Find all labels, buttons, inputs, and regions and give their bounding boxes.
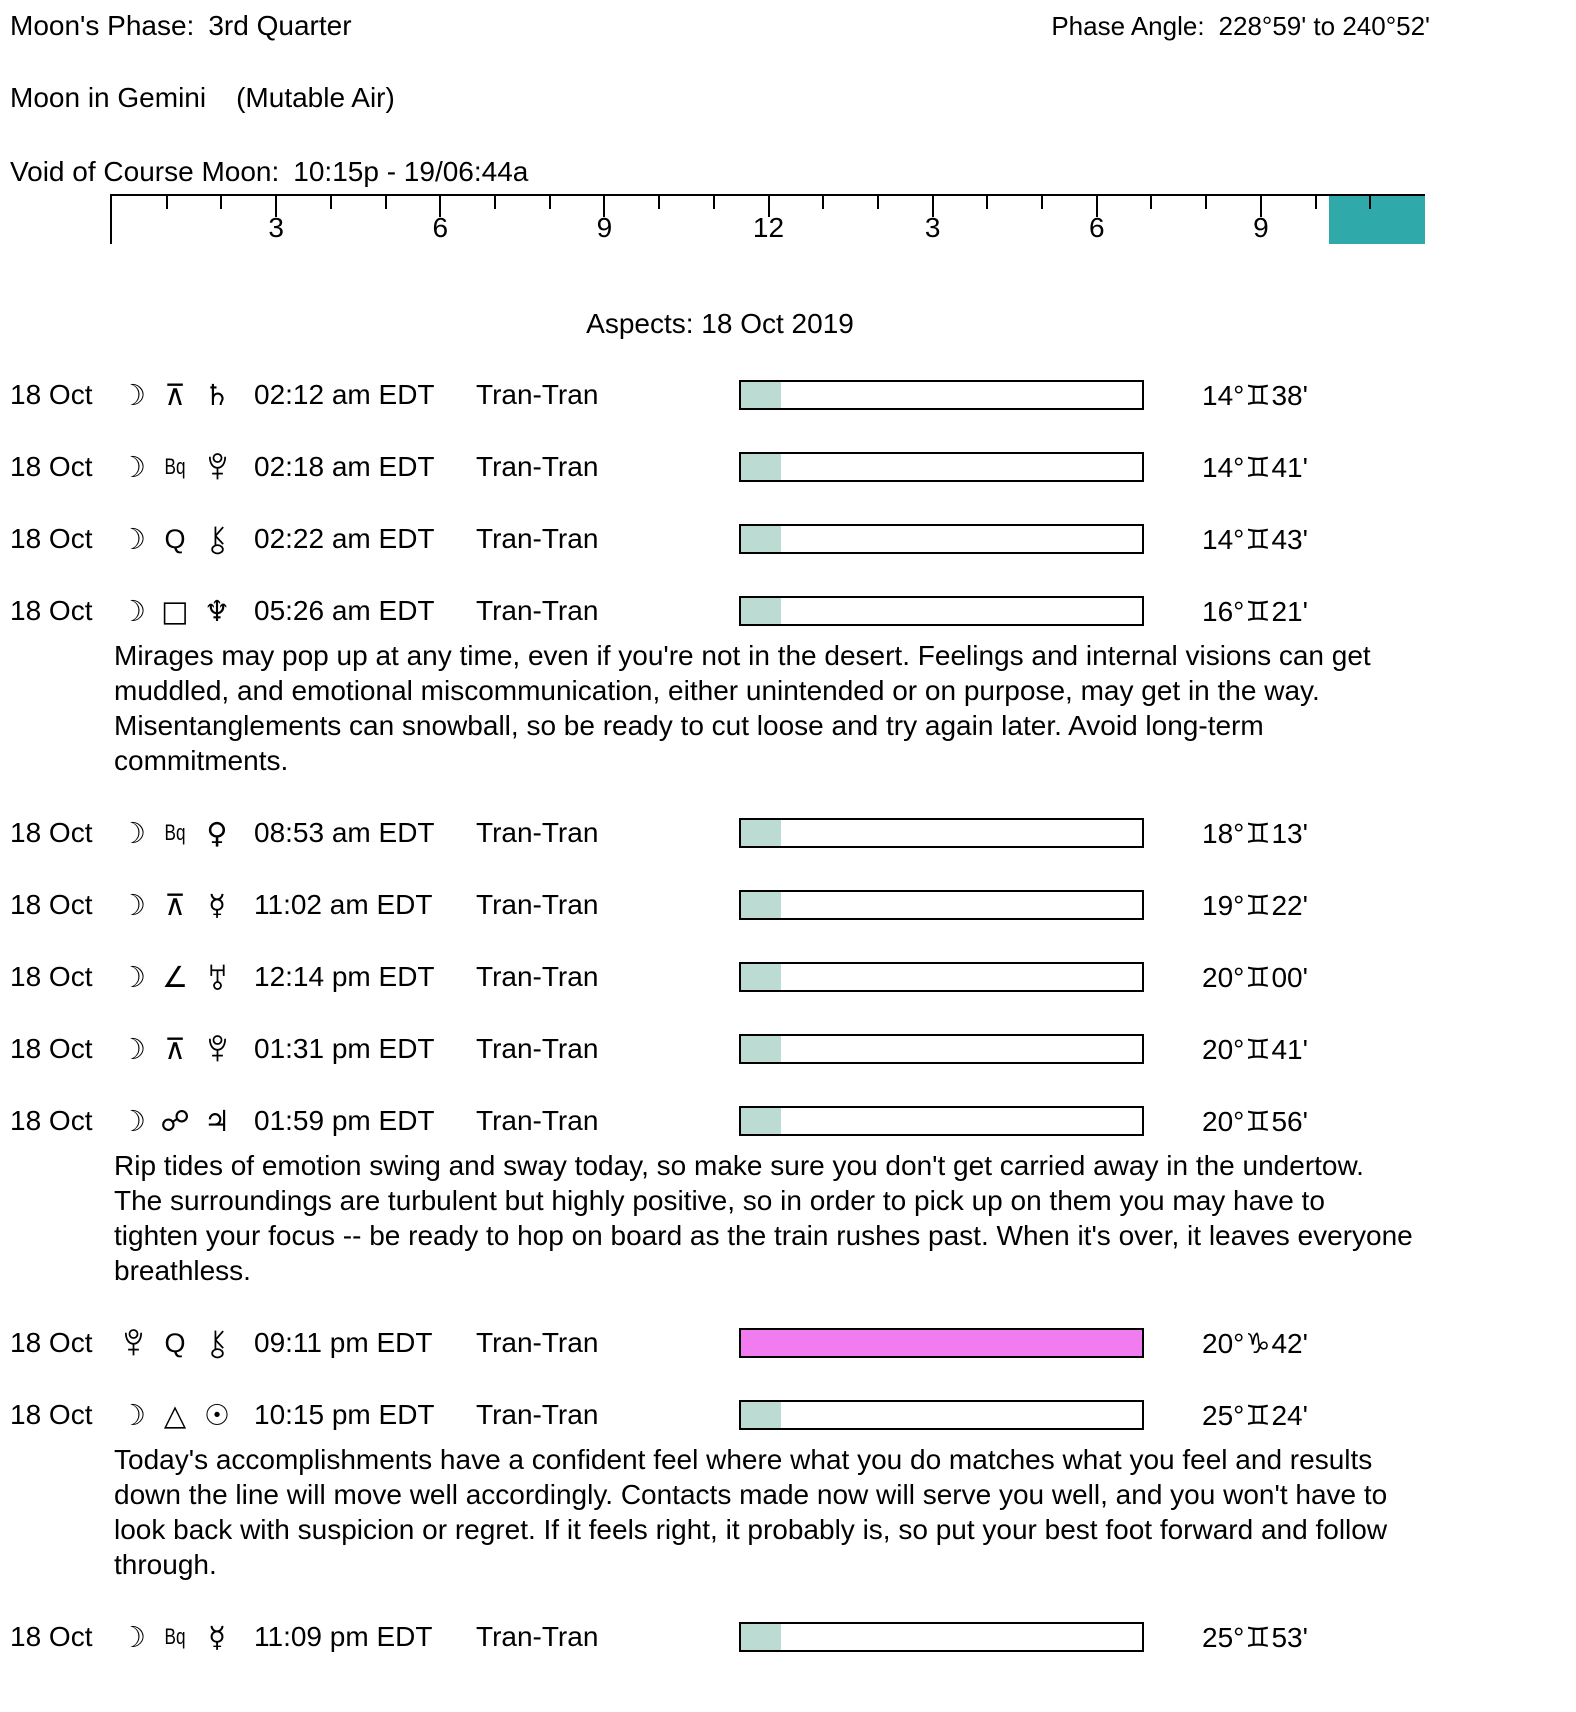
aspect-date: 18 Oct [10,1105,93,1136]
minute-value: 41' [1271,1033,1308,1065]
ruler-tick [1041,196,1043,209]
degree-value: 14° [1202,451,1245,483]
ruler-tick [713,196,715,209]
aspect-note: Today's accomplishments have a confident feel where what you do matches what you feel and results down the line will move well accordingly. Contacts made now will serve you well, and you won't have to look back with suspicion or regret. If it feels right, it probably is, so put your best foot forward and follow through. [114,1444,1388,1580]
aspect-time: 05:26 am EDT [254,595,435,626]
aspect-type: Tran-Tran [476,961,599,992]
orb-bar-fill [741,382,781,408]
mercury-icon: ☿ [208,888,226,922]
moon-icon: ☽ [120,522,146,556]
aspect-time: 09:11 pm EDT [254,1327,433,1358]
degree-value: 18° [1202,817,1245,849]
minute-value: 53' [1271,1621,1308,1653]
aspect-symbols [112,1104,254,1138]
ruler-hour-label: 9 [1253,212,1269,243]
orb-bar-fill [741,526,781,552]
aspect-row [10,378,1430,412]
ruler-tick [549,196,551,209]
pluto-icon [196,450,238,484]
aspect-row [10,1620,1430,1654]
orb-bar-fill [741,454,781,480]
degree-value: 14° [1202,523,1245,555]
aspect-symbols [112,1326,254,1360]
sun-icon: ☉ [204,1398,230,1432]
ruler-tick [166,196,168,209]
ruler-tick [877,196,879,209]
aspect-symbols [112,888,254,922]
aspect-symbols [112,816,254,850]
moon-sign: Moon in Gemini [10,82,207,113]
degree-value: 16° [1202,595,1245,627]
aspect-row [10,450,1430,484]
aspect-row [10,594,1430,628]
degree-value: 20° [1202,961,1245,993]
aspect-date: 18 Oct [10,595,93,626]
gemini-icon: ♊ [1245,1104,1271,1138]
minute-value: 43' [1271,523,1308,555]
moon-sign-line [10,82,1430,114]
moon-phase [10,10,352,42]
aspect-date: 18 Oct [10,1327,93,1358]
aspect-row [10,960,1430,994]
ruler-tick [1369,196,1371,209]
aspect-date: 18 Oct [10,889,93,920]
venus-icon: ♀ [206,816,228,850]
ruler-tick [1315,196,1317,209]
orb-bar-fill [741,1330,1142,1356]
aspect-row [10,1326,1430,1360]
aspect-type: Tran-Tran [476,1327,599,1358]
ruler-hour-label: 6 [432,212,449,243]
aspect-symbols [112,1398,254,1432]
gemini-icon: ♊ [1245,1620,1271,1654]
orb-bar-fill [741,820,781,846]
minute-value: 41' [1271,451,1308,483]
orb-bar-fill [741,1108,781,1134]
aspect-symbols [112,960,254,994]
day-timeline-ruler [110,194,1425,244]
aspect-row [10,888,1430,922]
moon-icon: ☽ [120,960,146,994]
aspect-degree [1202,889,1308,922]
biquintile-icon: Bq [164,1624,186,1649]
ruler-tick [494,196,496,209]
gemini-icon: ♊ [1245,1032,1271,1066]
aspect-degree [1202,1399,1308,1432]
opposition-icon: ☍ [160,1104,190,1138]
ruler-hour-label: 9 [596,212,613,243]
aspect-time: 02:22 am EDT [254,523,435,554]
aspect-time: 10:15 pm EDT [254,1399,435,1430]
minute-value: 00' [1271,961,1308,993]
orb-bar-fill [741,598,781,624]
minute-value: 22' [1271,889,1308,921]
gemini-icon: ♊ [1245,816,1271,850]
voc-value: 10:15p - 19/06:44a [293,156,529,187]
aspect-date: 18 Oct [10,523,93,554]
aspect-type: Tran-Tran [476,379,599,410]
aspect-degree [1202,595,1308,628]
aspect-date: 18 Oct [10,1033,93,1064]
moon-icon: ☽ [120,1032,146,1066]
aspect-date: 18 Oct [10,961,93,992]
orb-bar [739,596,1144,626]
aspect-row [10,1032,1430,1066]
orb-bar [739,1106,1144,1136]
orb-bar [739,1622,1144,1652]
voc-line [10,156,1430,188]
mercury-icon: ☿ [208,1620,226,1654]
ruler-tick [385,196,387,209]
degree-value: 20° [1202,1105,1245,1137]
degree-value: 19° [1202,889,1245,921]
aspect-degree [1202,961,1308,994]
minute-value: 13' [1271,817,1308,849]
quincunx-icon: ⊼ [164,1032,186,1066]
orb-bar [739,890,1144,920]
orb-bar [739,1328,1144,1358]
moon-icon: ☽ [120,378,146,412]
minute-value: 24' [1271,1399,1308,1431]
aspect-time: 02:18 am EDT [254,451,435,482]
degree-value: 14° [1202,379,1245,411]
orb-bar [739,452,1144,482]
aspect-symbols [112,1032,254,1066]
moon-icon: ☽ [120,1620,146,1654]
aspect-date: 18 Oct [10,451,93,482]
degree-value: 25° [1202,1399,1245,1431]
aspect-note: Mirages may pop up at any time, even if you're not in the desert. Feelings and internal visions can get muddled, and emotional miscommunication, either unintended or on purpose, may get in the way. Misentanglements can snowball, so be ready to cut loose and try again later. Avoid long-term commitments. [114,640,1371,776]
moon-icon: ☽ [120,816,146,850]
minute-value: 38' [1271,379,1308,411]
aspect-symbols [112,450,254,484]
quintile-icon: Q [164,1327,186,1358]
moon-icon: ☽ [120,1104,146,1138]
ruler-hour-label: 12 [752,212,785,243]
aspect-row [10,816,1430,850]
capricorn-icon: ♑ [1245,1326,1271,1360]
ruler-tick [986,196,988,209]
aspect-time: 08:53 am EDT [254,817,435,848]
aspect-degree [1202,1621,1308,1654]
moon-icon: ☽ [120,594,146,628]
chiron-icon [196,1326,238,1360]
uranus-icon [196,960,238,994]
aspect-type: Tran-Tran [476,1399,599,1430]
orb-bar-fill [741,892,781,918]
aspect-degree [1202,523,1308,556]
moon-icon: ☽ [120,450,146,484]
voc-label: Void of Course Moon: [10,156,280,187]
degree-value: 20° [1202,1033,1245,1065]
degree-value: 25° [1202,1621,1245,1653]
aspect-symbols [112,522,254,556]
pluto-icon [112,1326,154,1360]
gemini-icon: ♊ [1245,522,1271,556]
biquintile-icon: Bq [164,820,186,845]
aspect-time: 12:14 pm EDT [254,961,435,992]
aspect-degree [1202,1327,1308,1360]
square-icon: □ [161,594,189,628]
semisquare-icon: ∠ [162,960,188,994]
aspects-title: Aspects: 18 Oct 2019 [586,308,854,339]
quincunx-icon: ⊼ [164,378,186,412]
ruler-tick [330,196,332,209]
aspect-symbols [112,378,254,412]
aspect-type: Tran-Tran [476,451,599,482]
header-line-phase [10,10,1430,42]
moon-icon: ☽ [120,1398,146,1432]
aspect-time: 11:02 am EDT [254,889,433,920]
orb-bar [739,818,1144,848]
phase-angle-value: 228°59' to 240°52' [1218,11,1430,41]
aspect-type: Tran-Tran [476,1105,599,1136]
aspect-symbols [112,594,254,628]
moon-sign-quality: (Mutable Air) [236,82,395,113]
aspect-date: 18 Oct [10,1621,93,1652]
orb-bar [739,1034,1144,1064]
aspect-degree [1202,817,1308,850]
ruler-tick [1150,196,1152,209]
gemini-icon: ♊ [1245,378,1271,412]
orb-bar-fill [741,1402,781,1428]
minute-value: 56' [1271,1105,1308,1137]
aspect-date: 18 Oct [10,817,93,848]
aspect-time: 01:31 pm EDT [254,1033,435,1064]
gemini-icon: ♊ [1245,1398,1271,1432]
orb-bar-fill [741,1624,781,1650]
gemini-icon: ♊ [1245,888,1271,922]
aspect-symbols [112,1620,254,1654]
moon-phase-value: 3rd Quarter [208,10,352,41]
jupiter-icon: ♃ [204,1104,230,1138]
moon-icon: ☽ [120,888,146,922]
orb-bar [739,524,1144,554]
aspect-time: 02:12 am EDT [254,379,435,410]
aspect-date: 18 Oct [10,1399,93,1430]
aspect-degree [1202,379,1308,412]
saturn-icon: ♄ [204,378,230,412]
aspect-time: 01:59 pm EDT [254,1105,435,1136]
chiron-icon [196,522,238,556]
quintile-icon: Q [164,523,186,554]
orb-bar [739,1400,1144,1430]
biquintile-icon: Bq [164,454,186,479]
ruler-tick [658,196,660,209]
orb-bar [739,380,1144,410]
ruler-hour-label: 3 [924,212,941,243]
minute-value: 21' [1271,595,1308,627]
gemini-icon: ♊ [1245,960,1271,994]
phase-angle [1051,11,1430,42]
aspect-date: 18 Oct [10,379,93,410]
aspect-type: Tran-Tran [476,595,599,626]
orb-bar-fill [741,1036,781,1062]
moon-phase-label: Moon's Phase: [10,10,195,41]
ruler-tick [220,196,222,209]
orb-bar [739,962,1144,992]
ruler-tick [1205,196,1207,209]
aspect-degree [1202,451,1308,484]
ruler-hour-label: 3 [268,212,284,243]
phase-angle-label: Phase Angle: [1051,11,1205,41]
neptune-icon: ♆ [204,594,230,628]
gemini-icon: ♊ [1245,450,1271,484]
aspect-type: Tran-Tran [476,523,599,554]
aspect-row [10,1398,1430,1432]
quincunx-icon: ⊼ [164,888,186,922]
aspect-list [10,378,1430,1654]
aspect-type: Tran-Tran [476,1033,599,1064]
ruler-hour-label: 6 [1088,212,1105,243]
aspect-type: Tran-Tran [476,1621,599,1652]
aspect-type: Tran-Tran [476,889,599,920]
aspect-degree [1202,1105,1308,1138]
aspect-type: Tran-Tran [476,817,599,848]
trine-icon: △ [163,1398,187,1432]
aspect-time: 11:09 pm EDT [254,1621,433,1652]
aspect-degree [1202,1033,1308,1066]
aspect-row [10,522,1430,556]
ruler-tick [822,196,824,209]
degree-value: 20° [1202,1327,1245,1359]
gemini-icon: ♊ [1245,594,1271,628]
orb-bar-fill [741,964,781,990]
minute-value: 42' [1271,1327,1308,1359]
voc-period-block [1329,196,1425,244]
aspect-row [10,1104,1430,1138]
pluto-icon [196,1032,238,1066]
aspect-note: Rip tides of emotion swing and sway today, so make sure you don't get carried away in the undertow. The surroundings are turbulent but highly positive, so in order to pick up on them you may have to tighten your focus -- be ready to hop on board as the train rushes past. When it's over, it leaves everyone breathless. [114,1150,1413,1286]
